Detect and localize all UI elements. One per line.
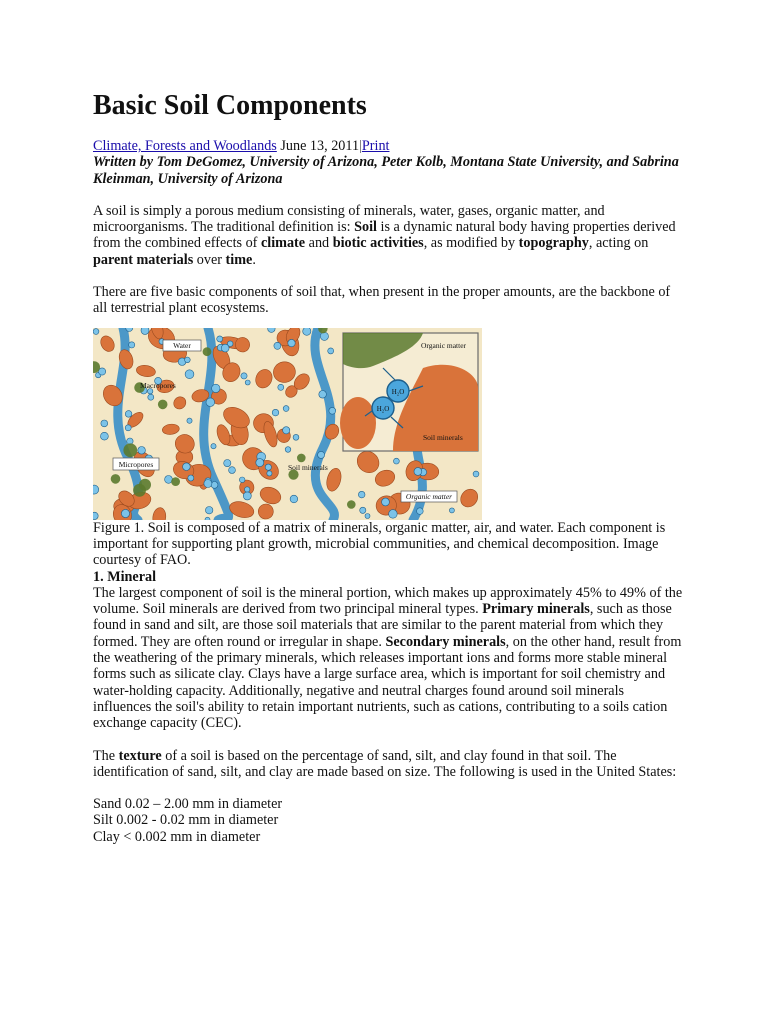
mineral-paragraph: The largest component of soil is the mineral portion, which makes up approximately 45% to 49% of the volume. Soil minerals are derived from two principal mineral types. Primary minerals, such as those found in sand and silt, are those soil materials that are similar to the parent material from which they formed. They are often round or irregular in shape. Secondary minerals, on the other hand, result from the weathering of the primary minerals, which releases important ions and forms more stable mineral forms such as silicate clay. Clays have a large surface area, which is important for soil chemistry and water-holding capacity. Additionally, negative and neutral charges found around soil minerals influences the soil's ability to retain important nutrients, such as cations, contributing to a soils cation exchange capacity (CEC).	[93, 584, 683, 732]
label-soil-minerals-bottom: Soil minerals	[288, 462, 328, 472]
label-soil-minerals-inset: Soil minerals	[423, 432, 463, 442]
article-body	[93, 90, 683, 845]
particle-size-list	[93, 796, 683, 845]
size-sand: Sand 0.02 – 2.00 mm in diameter	[93, 796, 283, 813]
article-meta	[93, 138, 683, 154]
section-heading-mineral: 1. Mineral	[93, 568, 157, 585]
intro-paragraph: A soil is simply a porous medium consisting of minerals, water, gases, organic matter, and microorganisms. The traditional definition is: Soil is a dynamic natural body having properties derived from the combined effects of climate and biotic activities, as modified by topography, acting on parent materials over time.	[93, 202, 676, 268]
byline: Written by Tom DeGomez, University of Arizona, Peter Kolb, Montana State University, and Sabrina Kleinman, University of Arizona	[93, 154, 679, 187]
category-link[interactable]: Climate, Forests and Woodlands	[93, 138, 277, 154]
article-title: Basic Soil Components	[93, 90, 367, 121]
soil-illustration	[93, 328, 482, 520]
label-organic-matter-bottom: Organic matter	[405, 491, 453, 501]
figure-caption: Figure 1. Soil is composed of a matrix of minerals, organic matter, air, and water. Each component is important for supporting plant growth, microbial communities, and chemical decomposition. Image courtesy of FAO.	[93, 519, 666, 569]
publish-date: June 13, 2011	[276, 138, 360, 154]
label-water: Water	[173, 340, 191, 350]
label-micropores: Micropores	[118, 459, 154, 469]
label-h2o-2: H₂O	[376, 404, 390, 413]
size-silt: Silt 0.002 - 0.02 mm in diameter	[93, 812, 279, 829]
soil-figure	[93, 328, 482, 520]
label-h2o-1: H₂O	[391, 387, 405, 396]
print-link[interactable]: Print	[361, 138, 390, 154]
texture-paragraph: The texture of a soil is based on the percentage of sand, silt, and clay found in that soil. The identification of sand, silt, and clay are made based on size. The following is used in the United States:	[93, 747, 677, 780]
components-paragraph: There are five basic components of soil that, when present in the proper amounts, are the backbone of all terrestrial plant ecosystems.	[93, 284, 671, 317]
label-macropores: Macropores	[140, 380, 176, 390]
meta-separator: |	[359, 138, 362, 154]
size-clay: Clay < 0.002 mm in diameter	[93, 828, 261, 845]
label-organic-matter-top: Organic matter	[421, 340, 467, 350]
